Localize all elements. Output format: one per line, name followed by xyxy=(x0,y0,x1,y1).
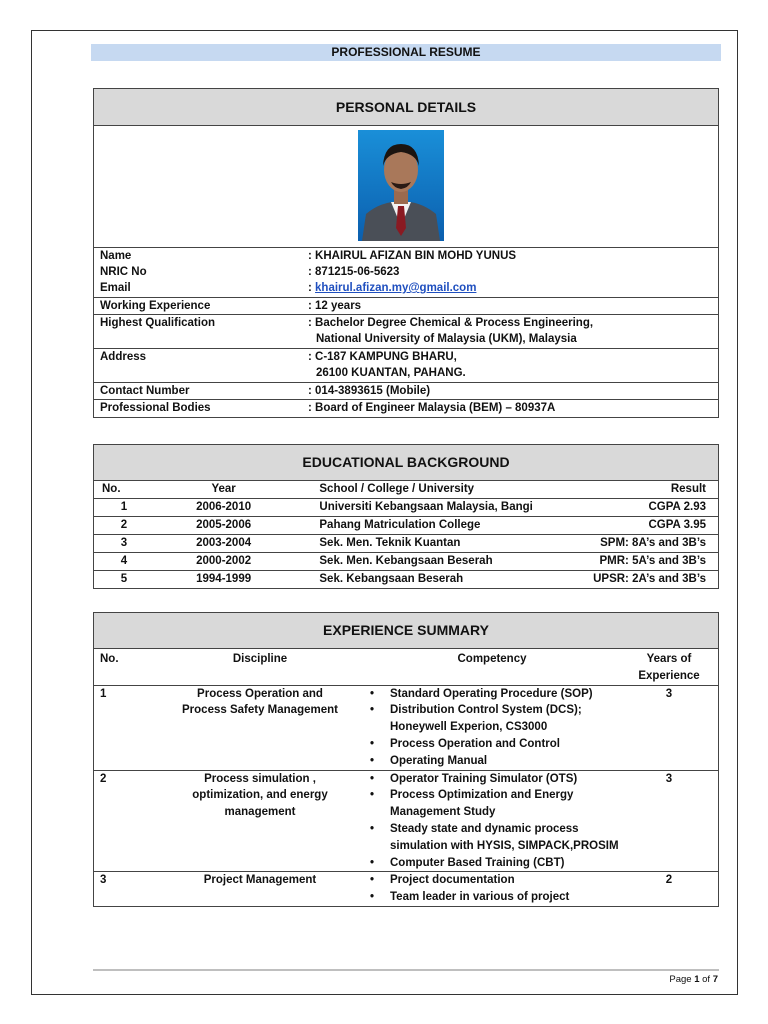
identity-rows xyxy=(94,248,718,298)
experience-header-row xyxy=(94,649,718,685)
exp-cell-discipline xyxy=(156,770,364,872)
competency-item: • Operating Manual xyxy=(364,753,620,770)
exp-header-years xyxy=(620,649,718,685)
personal-details-title: PERSONAL DETAILS xyxy=(94,89,718,126)
edu-cell-school: Universiti Kebangsaan Malaysia, Bangi xyxy=(293,499,593,517)
experience-title: EXPERIENCE SUMMARY xyxy=(94,613,718,649)
competency-item: • Computer Based Training (CBT) xyxy=(364,855,620,872)
field-value-address: : C-187 KAMPUNG BHARU, xyxy=(308,351,457,363)
exp-cell-competency xyxy=(364,872,620,906)
edu-header-result: Result xyxy=(593,481,718,499)
exp-header-competency: Competency xyxy=(364,649,620,685)
edu-cell-school: Sek. Kebangsaan Beserah xyxy=(319,573,464,585)
table-row xyxy=(94,770,718,872)
table-row xyxy=(94,499,718,517)
education-header-row xyxy=(94,481,718,499)
field-value-email-wrap xyxy=(308,280,476,296)
exp-cell-years: 2 xyxy=(665,874,673,887)
row-working-experience xyxy=(94,298,718,315)
table-row xyxy=(94,872,718,906)
email-prefix: : xyxy=(308,282,316,294)
experience-table xyxy=(94,649,718,906)
field-value-working-experience: : 12 years xyxy=(308,300,362,312)
discipline-line: Process Operation and xyxy=(197,687,323,700)
document-header: PROFESSIONAL RESUME xyxy=(91,44,721,61)
table-row xyxy=(94,553,718,571)
edu-cell-no: 5 xyxy=(120,573,128,585)
edu-cell-no: 4 xyxy=(94,553,154,571)
edu-cell-school: Sek. Men. Teknik Kuantan xyxy=(293,535,593,553)
education-section xyxy=(93,444,719,589)
discipline-line: Project Management xyxy=(203,874,317,887)
exp-cell-discipline xyxy=(156,872,364,906)
table-row xyxy=(94,571,718,589)
field-label-qualification: Highest Qualification xyxy=(100,317,216,329)
competency-item: • Operator Training Simulator (OTS) xyxy=(364,771,620,788)
photo-cell xyxy=(94,126,718,248)
field-value-contact: : 014-3893615 (Mobile) xyxy=(308,385,431,397)
competency-item: • Process Operation and Control xyxy=(364,736,620,753)
exp-header-no: No. xyxy=(94,649,156,685)
page-number xyxy=(560,974,718,985)
table-row xyxy=(94,535,718,553)
table-row xyxy=(94,685,718,770)
exp-cell-no: 3 xyxy=(100,874,107,887)
field-value-qualification: : Bachelor Degree Chemical & Process Engineering, xyxy=(308,317,594,329)
field-label-working-experience: Working Experience xyxy=(100,300,211,312)
exp-header-years-line2: Experience xyxy=(638,669,700,682)
discipline-line: Process Safety Management xyxy=(182,704,338,717)
competency-item: • Project documentation xyxy=(364,872,620,889)
page-of: of xyxy=(702,974,711,985)
education-title: EDUCATIONAL BACKGROUND xyxy=(94,445,718,481)
exp-cell-years: 3 xyxy=(620,685,718,770)
edu-cell-school: Sek. Men. Kebangsaan Beserah xyxy=(293,553,593,571)
edu-cell-no: 1 xyxy=(94,499,154,517)
exp-cell-no: 1 xyxy=(94,685,156,770)
field-value-professional-bodies: : Board of Engineer Malaysia (BEM) – 80937A xyxy=(308,402,556,414)
edu-cell-year: 2000-2002 xyxy=(154,553,294,571)
email-link[interactable]: khairul.afizan.my@gmail.com xyxy=(315,282,477,294)
competency-list xyxy=(364,872,620,906)
field-label-address: Address xyxy=(100,351,147,363)
edu-cell-school: Pahang Matriculation College xyxy=(293,517,593,535)
row-address xyxy=(94,349,718,383)
field-label-contact: Contact Number xyxy=(100,385,190,397)
competency-item: • Distribution Control System (DCS); Honeywell Experion, CS3000 xyxy=(364,702,620,736)
edu-cell-result: PMR: 5A’s and 3B’s xyxy=(593,553,718,571)
page-label: Page xyxy=(669,974,692,985)
discipline-line: optimization, and energy xyxy=(192,789,328,802)
edu-header-year: Year xyxy=(154,481,294,499)
edu-cell-result: UPSR: 2A’s and 3B’s xyxy=(593,573,706,585)
edu-cell-result: SPM: 8A’s and 3B’s xyxy=(593,535,718,553)
field-label-name: Name xyxy=(100,250,132,262)
row-contact-number xyxy=(94,383,718,400)
row-highest-qualification xyxy=(94,315,718,349)
exp-cell-competency xyxy=(364,770,620,872)
edu-cell-year: 2003-2004 xyxy=(154,535,294,553)
field-label-email: Email xyxy=(100,282,131,294)
row-professional-bodies xyxy=(94,400,718,417)
field-value-nric: : 871215-06-5623 xyxy=(308,266,400,278)
exp-cell-discipline xyxy=(156,685,364,770)
edu-cell-no: 2 xyxy=(94,517,154,535)
personal-details-section xyxy=(93,88,719,418)
page-current: 1 xyxy=(694,974,700,985)
exp-cell-no: 2 xyxy=(94,770,156,872)
experience-section xyxy=(93,612,719,907)
competency-item: • Process Optimization and Energy Management Study xyxy=(364,787,620,821)
footer-divider xyxy=(93,969,719,971)
exp-header-years-line1: Years of xyxy=(646,653,692,665)
education-table xyxy=(94,481,718,588)
edu-cell-result: CGPA 2.93 xyxy=(593,499,718,517)
exp-cell-years: 3 xyxy=(620,770,718,872)
field-value-address-line2: 26100 KUANTAN, PAHANG. xyxy=(316,367,466,379)
exp-cell-competency xyxy=(364,685,620,770)
edu-header-no: No. xyxy=(94,481,154,499)
competency-item: • Team leader in various of project xyxy=(364,889,620,906)
table-row xyxy=(94,517,718,535)
field-value-qualification-line2: National University of Malaysia (UKM), Malaysia xyxy=(316,333,577,345)
competency-list xyxy=(364,771,620,872)
edu-cell-result: CGPA 3.95 xyxy=(593,517,718,535)
field-label-professional-bodies: Professional Bodies xyxy=(100,402,211,414)
competency-item: • Standard Operating Procedure (SOP) xyxy=(364,686,620,703)
discipline-line: management xyxy=(224,806,296,819)
edu-cell-year: 2005-2006 xyxy=(154,517,294,535)
edu-header-school: School / College / University xyxy=(293,481,593,499)
exp-header-discipline: Discipline xyxy=(156,649,364,685)
edu-cell-year: 2006-2010 xyxy=(154,499,294,517)
edu-cell-no: 3 xyxy=(94,535,154,553)
competency-item: • Steady state and dynamic process simulation with HYSIS, SIMPACK,PROSIM xyxy=(364,821,620,855)
field-label-nric: NRIC No xyxy=(100,266,147,278)
discipline-line: Process simulation , xyxy=(204,772,316,785)
competency-list xyxy=(364,686,620,770)
portrait-photo xyxy=(358,130,444,241)
edu-cell-year: 1994-1999 xyxy=(196,573,252,585)
page-total: 7 xyxy=(712,974,718,985)
field-value-name: : KHAIRUL AFIZAN BIN MOHD YUNUS xyxy=(308,250,517,262)
